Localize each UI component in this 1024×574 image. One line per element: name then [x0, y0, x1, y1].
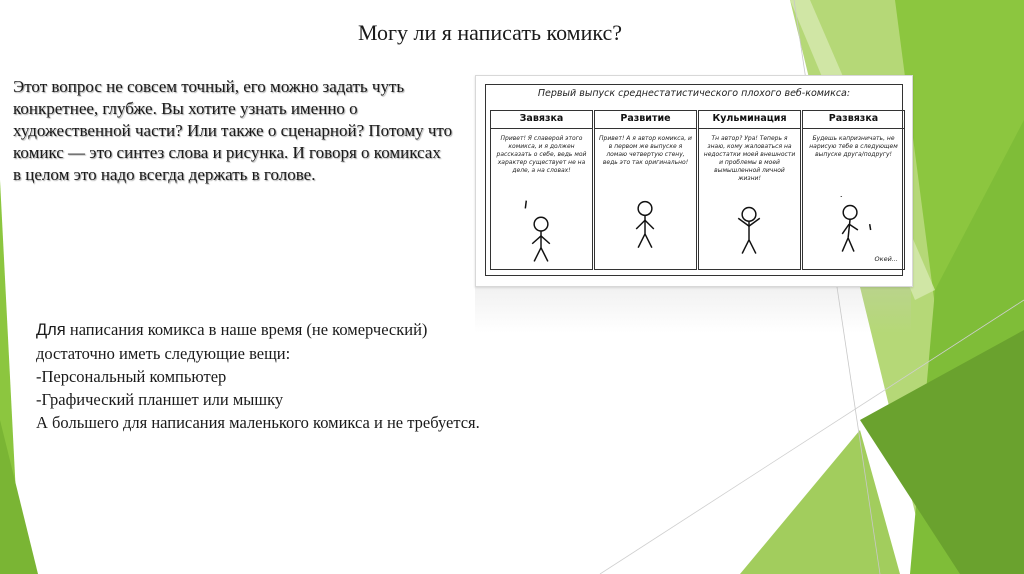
panel-header: Развитие — [595, 111, 696, 129]
comic-panel-2 — [594, 110, 697, 270]
comic-heading: Первый выпуск среднестатистического плохого веб-комикса: — [537, 88, 851, 99]
requirements-item-tablet: -Графический планшет или мышку — [36, 390, 284, 409]
left-green-accent — [0, 420, 38, 574]
requirements-paragraph — [36, 318, 596, 434]
comic-panel-1 — [490, 110, 593, 270]
comic-panel-3 — [698, 110, 801, 270]
panel-speech: Привет! Я славерой этого комикса, и я должен рассказать о себе, ведь мой характер существует не на деле, а на словах! — [496, 135, 587, 174]
slide-title: Могу ли я написать комикс? — [357, 20, 623, 45]
stick-figure-icon — [699, 196, 800, 266]
comic-image — [475, 75, 913, 287]
requirements-item-computer: -Персональный компьютер — [36, 367, 227, 386]
requirements-first-word: Для — [36, 321, 66, 339]
intro-paragraph: Этот вопрос не совсем точный, его можно задать чуть конкретнее, глубже. Вы хотите узнать именно о художественной части? Или также о сценарной? Потому что комикс — это синтез слова и рисунка. И говоря о комиксах в целом это надо всегда держать в голове. — [13, 77, 453, 184]
requirements-line-1 — [36, 318, 596, 342]
stick-figure-icon — [595, 196, 696, 266]
comic-frame — [485, 84, 903, 276]
panel-speech: Привет! А я автор комикса, и в первом же выпуске я ломаю четвертую стену, ведь это так оригинально! — [599, 135, 692, 166]
requirements-line-2: достаточно иметь следующие вещи: — [36, 344, 291, 363]
okay-caption: Окей... — [874, 255, 898, 263]
requirements-conclusion: А большего для написания маленького комикса и не требуется. — [36, 413, 480, 432]
panel-header: Завязка — [491, 111, 592, 129]
panel-header: Кульминация — [699, 111, 800, 129]
panel-header: Развязка — [803, 111, 904, 129]
stick-figure-icon — [491, 196, 592, 266]
panel-speech: Тн автор? Ура! Теперь я знаю, кому жаловаться на недостатки моей внешности и проблемы в моей вымышленной личной жизни! — [703, 135, 796, 182]
requirements-line-1-rest: написания комикса в наше время (не комерческий) — [65, 320, 428, 339]
bottom-green-shard — [740, 430, 900, 574]
panel-speech: Будешь капризничать, не нарисую тебе в следующем выпуске друга/подругу! — [809, 135, 898, 158]
comic-panel-4 — [802, 110, 905, 270]
